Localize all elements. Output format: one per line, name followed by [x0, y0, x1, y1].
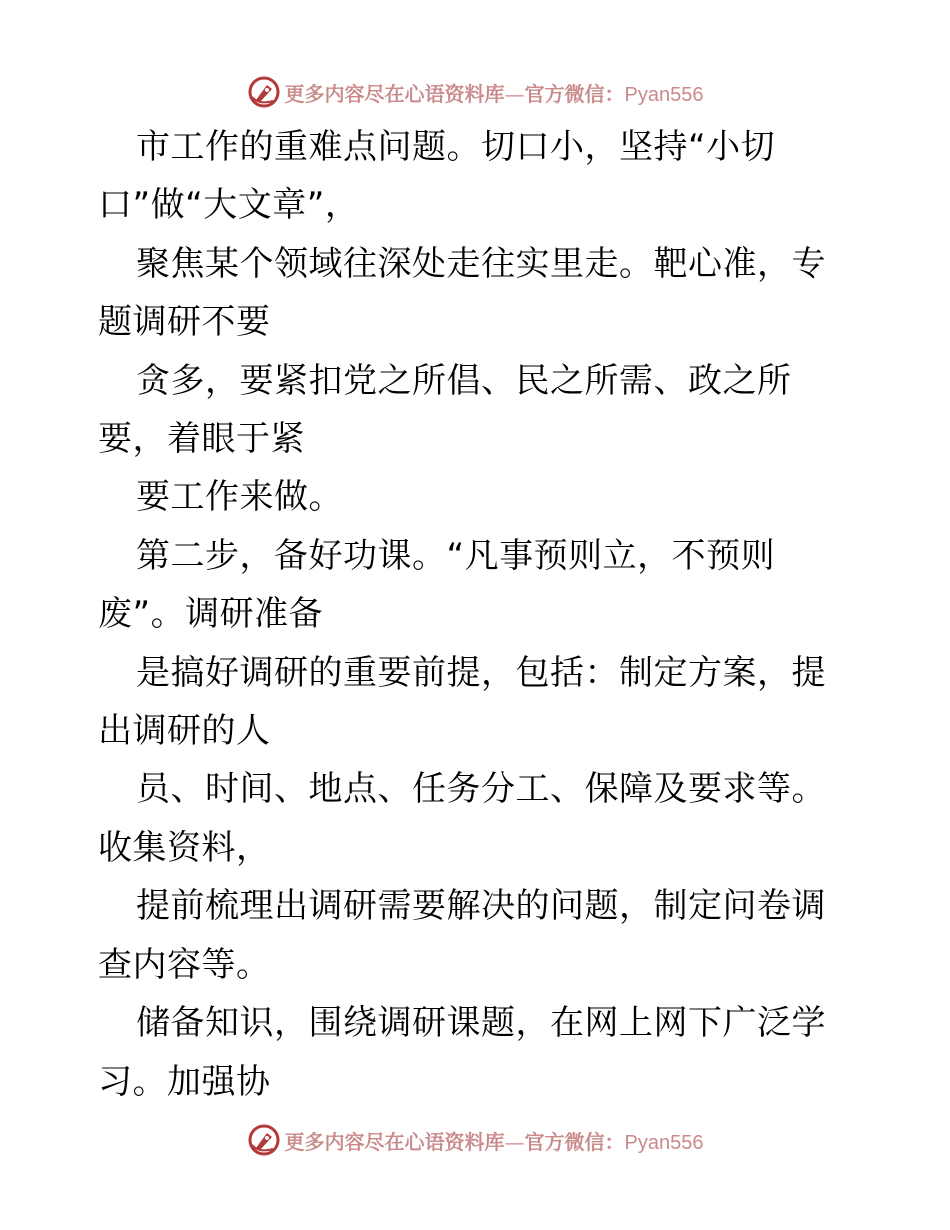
- pen-nib-circle-icon: [247, 75, 281, 109]
- paragraph: 储备知识，围绕调研课题，在网上网下广泛学习。加强协: [98, 1003, 826, 1102]
- header-dash: —: [504, 81, 525, 106]
- paragraph: 员、时间、地点、任务分工、保障及要求等。收集资料，: [98, 769, 826, 868]
- paragraph: 要工作来做。: [136, 477, 343, 518]
- paragraph: 是搞好调研的重要前提，包括：制定方案，提出调研的人: [98, 652, 826, 752]
- footer-dash: —: [504, 1129, 525, 1154]
- header-banner: [0, 72, 950, 112]
- document-body: [98, 118, 858, 1111]
- footer-banner-text: [285, 1126, 704, 1155]
- footer-banner: [0, 1120, 950, 1160]
- footer-banner-content: [247, 1123, 704, 1157]
- paragraph: 提前梳理出调研需要解决的问题，制定问卷调查内容等。: [98, 886, 826, 985]
- header-wechat-id: Pyan556: [624, 83, 704, 106]
- paragraph: 贪多，要紧扣党之所倡、民之所需、政之所要，着眼于紧: [98, 360, 792, 460]
- header-banner-text: [285, 78, 704, 107]
- header-banner-content: [247, 75, 704, 109]
- paragraph: 聚焦某个领域往深处走往实里走。靶心准，专题调研不要: [98, 243, 826, 343]
- footer-site-text: 更多内容尽在心语资料库: [284, 1129, 505, 1154]
- footer-wechat-id: Pyan556: [624, 1131, 704, 1154]
- header-site-text: 更多内容尽在心语资料库: [284, 81, 505, 106]
- header-official-text: 官方微信：: [524, 81, 625, 106]
- paragraph: 第二步，备好功课。“凡事预则立，不预则废”。调研准备: [98, 535, 776, 635]
- pen-nib-circle-icon: [247, 1123, 281, 1157]
- footer-official-text: 官方微信：: [524, 1129, 625, 1154]
- paragraph: 市工作的重难点问题。切口小，坚持“小切口”做“大文章”，: [98, 127, 776, 226]
